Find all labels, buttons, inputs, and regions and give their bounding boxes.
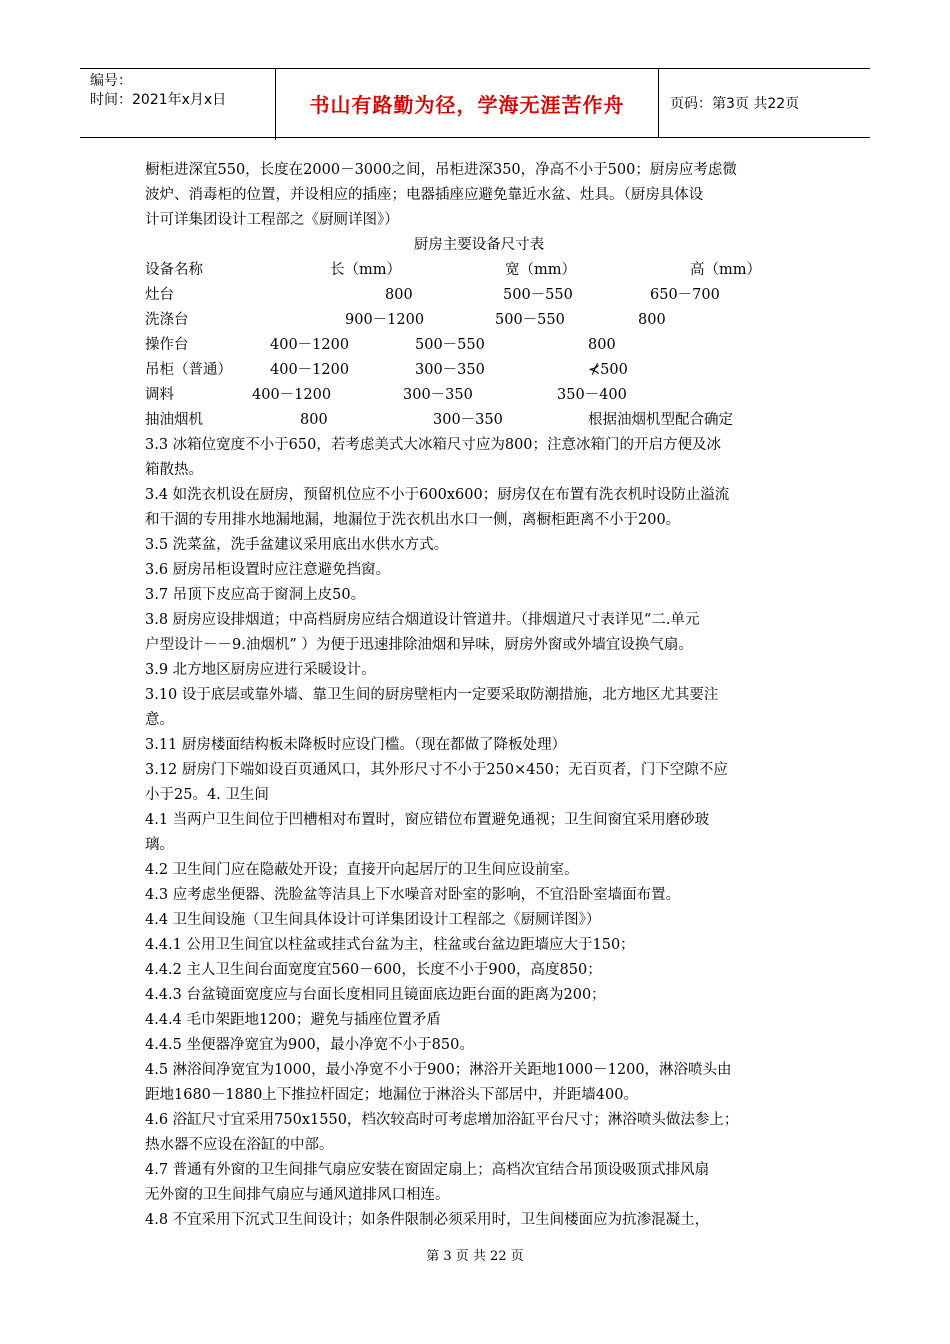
text-line: 小于25。4. 卫生间 (145, 787, 269, 803)
table-row (145, 333, 813, 358)
table-cell: 300－350 (403, 387, 473, 403)
text-line: 意。 (145, 712, 174, 728)
table-row (145, 408, 813, 433)
table-cell: 抽油烟机 (145, 412, 203, 428)
text-line: 距地1680－1880上下推拉杆固定；地漏位于淋浴头下部居中，并距墙400。 (145, 1087, 638, 1103)
table-cell: 500－550 (495, 312, 565, 328)
text-line: 3.11 厨房楼面结构板未降板时应设门槛。（现在都做了降板处理） (145, 737, 567, 753)
table-cell: 900－1200 (345, 312, 425, 328)
text-line: 璃。 (145, 837, 174, 853)
table-cell: 800 (638, 312, 666, 328)
table-cell: 灶台 (145, 287, 174, 303)
table-cell: ⊀500 (588, 362, 628, 378)
table-cell: 300－350 (415, 362, 485, 378)
text-line: 4.4.3 台盆镜面宽度应与台面长度相同且镜面底边距台面的距离为200； (145, 987, 606, 1003)
text-line: 计可详集团设计工程部之《厨厕详图》） (145, 212, 399, 228)
page-footer: 第 3 页 共 22 页 (426, 1249, 524, 1264)
table-cell: 350－400 (557, 387, 627, 403)
text-line: 4.6 浴缸尺寸宜采用750x1550，档次较高时可考虑增加浴缸平台尺寸；淋浴喷头做法参上； (145, 1112, 739, 1128)
table-header-row (145, 258, 813, 283)
text-line: 4.4.4 毛巾架距地1200；避免与插座位置矛盾 (145, 1012, 441, 1028)
table-header-cell: 长（mm） (330, 262, 401, 278)
table-row (145, 383, 813, 408)
table-header-cell: 高（mm） (690, 262, 761, 278)
equipment-size-table (145, 258, 813, 433)
text-line: 4.4.1 公用卫生间宜以柱盆或挂式台盆为主，柱盆或台盆边距墙应大于150； (145, 937, 635, 953)
text-line: 3.5 洗菜盆，洗手盆建议采用底出水供水方式。 (145, 537, 449, 553)
table-cell: 500－550 (503, 287, 573, 303)
text-line: 3.6 厨房吊柜设置时应注意避免挡窗。 (145, 562, 391, 578)
text-line: 3.9 北方地区厨房应进行采暖设计。 (145, 662, 376, 678)
text-line: 户型设计－－9.油烟机” ）为便于迅速排除油烟和异味，厨房外窗或外墙宜设换气扇。 (145, 637, 693, 653)
header-meta (80, 69, 276, 140)
text-line: 4.4.5 坐便器净宽宜为900，最小净宽不小于850。 (145, 1037, 474, 1053)
text-line: 3.12 厨房门下端如设百页通风口，其外形尺寸不小于250×450；无百页者，门下空隙不应 (145, 762, 728, 778)
text-line: 箱散热。 (145, 462, 203, 478)
text-line: 4.1 当两户卫生间位于凹槽相对布置时，窗应错位布置避免通视；卫生间窗宜采用磨砂玻 (145, 812, 710, 828)
table-cell: 800 (588, 337, 616, 353)
table-cell: 400－1200 (270, 337, 350, 353)
text-line: 4.5 淋浴间净宽宜为1000，最小净宽不小于900；淋浴开关距地1000－1200，淋浴喷头由 (145, 1062, 732, 1078)
table-cell: 400－1200 (252, 387, 332, 403)
header-motto: 书山有路勤为径，学海无涯苦作舟 (276, 69, 659, 137)
text-line: 3.7 吊顶下皮应高于窗洞上皮50。 (145, 587, 366, 603)
table-cell: 500－550 (415, 337, 485, 353)
text-line: 3.4 如洗衣机设在厨房，预留机位应不小于600x600；厨房仅在布置有洗衣机时设防止溢流 (145, 487, 730, 503)
document-body (145, 158, 813, 1233)
header-date: 时间：2021年x月x日 (90, 92, 227, 108)
table-row (145, 308, 813, 333)
text-line: 和干涸的专用排水地漏地漏，地漏位于洗衣机出水口一侧，离橱柜距离不小于200。 (145, 512, 681, 528)
top-paragraphs (145, 158, 813, 233)
table-row (145, 358, 813, 383)
text-line: 4.4 卫生间设施（卫生间具体设计可详集团设计工程部之《厨厕详图》） (145, 912, 601, 928)
table-cell: 调料 (145, 387, 174, 403)
text-line: 4.3 应考虑坐便器、洗脸盆等洁具上下水噪音对卧室的影响，不宜沿卧室墙面布置。 (145, 887, 681, 903)
text-line: 无外窗的卫生间排气扇应与通风道排风口相连。 (145, 1187, 450, 1203)
table-cell: 洗涤台 (145, 312, 189, 328)
text-line: 3.3 冰箱位宽度不小于650，若考虑美式大冰箱尺寸应为800；注意冰箱门的开启方便及冰 (145, 437, 722, 453)
text-line: 3.8 厨房应设排烟道；中高档厨房应结合烟道设计管道井。（排烟道尺寸表详见“二.单元 (145, 612, 700, 628)
table-cell: 400－1200 (270, 362, 350, 378)
table-header-cell: 设备名称 (145, 262, 203, 278)
text-line: 4.2 卫生间门应在隐蔽处开设；直接开向起居厅的卫生间应设前室。 (145, 862, 579, 878)
page-header (80, 68, 870, 138)
table-cell: 800 (385, 287, 413, 303)
table-caption: 厨房主要设备尺寸表 (413, 237, 545, 253)
text-line: 波炉、消毒柜的位置，并设相应的插座；电器插座应避免靠近水盆、灶具。（厨房具体设 (145, 187, 704, 203)
text-line: 热水器不应设在浴缸的中部。 (145, 1137, 334, 1153)
bottom-paragraphs (145, 433, 813, 1233)
table-cell: 根据油烟机型配合确定 (588, 412, 733, 428)
table-cell: 吊柜（普通） (145, 362, 232, 378)
table-header-cell: 宽（mm） (505, 262, 576, 278)
table-cell: 650－700 (650, 287, 720, 303)
table-cell: 300－350 (433, 412, 503, 428)
text-line: 4.7 普通有外窗的卫生间排气扇应安装在窗固定扇上；高档次宜结合吊顶设吸顶式排风扇 (145, 1162, 710, 1178)
text-line: 4.4.2 主人卫生间台面宽度宜560－600，长度不小于900，高度850； (145, 962, 602, 978)
header-code: 编号： (90, 73, 132, 89)
table-row (145, 283, 813, 308)
text-line: 橱柜进深宜550，长度在2000－3000之间，吊柜进深350，净高不小于500；厨房应考虑微 (145, 162, 737, 178)
table-cell: 操作台 (145, 337, 189, 353)
text-line: 4.8 不宜采用下沉式卫生间设计；如条件限制必须采用时，卫生间楼面应为抗渗混凝土， (145, 1212, 710, 1228)
text-line: 3.10 设于底层或靠外墙、靠卫生间的厨房壁柜内一定要采取防潮措施，北方地区尤其要注 (145, 687, 719, 703)
table-cell: 800 (300, 412, 328, 428)
header-page-info: 页码：第3页 共22页 (670, 96, 800, 112)
